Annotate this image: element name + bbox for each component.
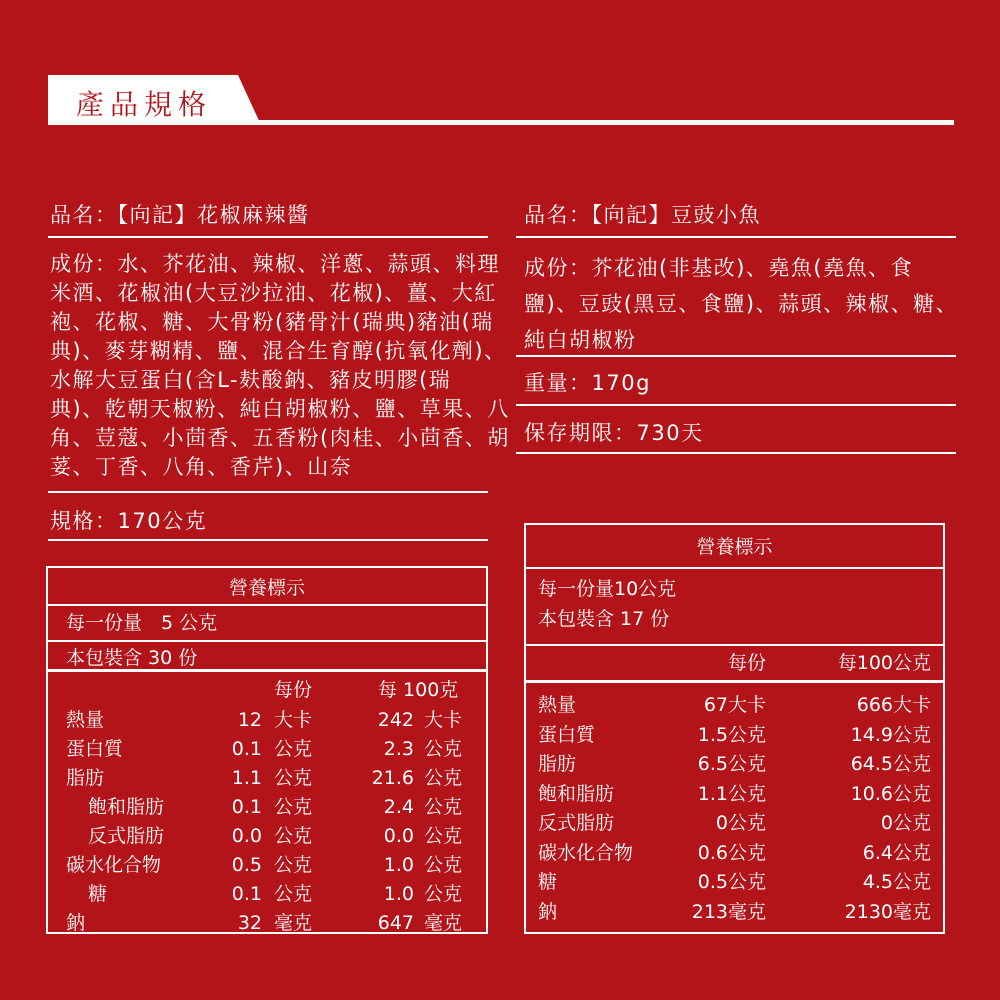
- right-nutrition-title: 營養標示: [696, 536, 773, 558]
- nutrient-name: 糖: [538, 871, 558, 893]
- per-serving-value: 1.5公克: [697, 723, 766, 746]
- left-ingredients-line: 成份：水、芥花油、辣椒、洋蔥、蒜頭、料理: [50, 252, 500, 276]
- per-serving-value: 0.1: [231, 738, 262, 760]
- per-100-unit: 公克: [424, 738, 463, 760]
- nutrient-name: 糖: [88, 883, 108, 905]
- per-serving-unit: 公克: [274, 883, 313, 905]
- left-ingredients-line: 角、荳蔻、小茴香、五香粉(肉桂、小茴香、胡: [50, 426, 510, 450]
- left-ingredients-line: 水解大豆蛋白(含L-麸酸鈉、豬皮明膠(瑞: [50, 368, 452, 392]
- left-spec: 規格：170公克: [50, 509, 208, 533]
- per-100-value: 2130毫克: [844, 900, 931, 923]
- per-100-value: 2.4: [383, 796, 414, 818]
- right-nutrition-rule: [526, 567, 943, 569]
- per-serving-value: 0.1: [231, 796, 262, 818]
- per-100-value: 647: [377, 912, 414, 934]
- nutrient-name: 熱量: [66, 709, 105, 731]
- per-100-value: 0.0: [383, 825, 414, 847]
- left-nutrition-title: 營養標示: [228, 577, 305, 599]
- nutrient-name: 蛋白質: [66, 738, 124, 760]
- nutrient-name: 鈉: [66, 912, 86, 934]
- left-col-per-serving: 每份: [274, 679, 313, 701]
- per-serving-value: 32: [237, 912, 262, 934]
- nutrient-name: 飽和脂肪: [88, 796, 165, 818]
- left-serving-size: 每一份量 5 公克: [66, 612, 218, 634]
- right-ingredients: [524, 250, 958, 358]
- per-serving-value: 1.1: [231, 767, 262, 789]
- per-100-value: 1.0: [383, 854, 414, 876]
- nutrient-name: 飽和脂肪: [538, 782, 615, 805]
- page-title: 產品規格: [76, 88, 213, 121]
- per-100-value: 21.6: [371, 767, 414, 789]
- per-serving-value: 1.1公克: [697, 782, 766, 805]
- right-divider-2: [516, 355, 956, 357]
- right-ingredients-line: 鹽)、豆豉(黑豆、食鹽)、蒜頭、辣椒、糖、: [524, 292, 959, 316]
- per-serving-value: 0公克: [715, 812, 766, 834]
- right-nutrition-rule-thick: [526, 680, 943, 683]
- per-serving-value: 0.5公克: [697, 871, 766, 893]
- left-divider-2: [48, 491, 488, 493]
- per-serving-value: 12: [237, 709, 262, 731]
- per-100-value: 1.0: [383, 883, 414, 905]
- right-divider-3: [516, 404, 956, 406]
- per-100-value: 4.5公克: [862, 871, 931, 893]
- left-ingredients-line: 米酒、花椒油(大豆沙拉油、花椒)、薑、大紅: [50, 281, 497, 305]
- per-100-value: 14.9公克: [850, 723, 931, 746]
- right-weight: 重量：170g: [524, 371, 651, 395]
- right-col-per-serving: 每份: [727, 652, 766, 674]
- per-serving-unit: 公克: [274, 767, 313, 789]
- right-servings-per-pack: 本包裝含 17 份: [538, 608, 670, 630]
- nutrient-name: 碳水化合物: [538, 841, 634, 864]
- per-100-value: 666大卡: [856, 694, 931, 716]
- per-100-unit: 公克: [424, 883, 463, 905]
- left-col-per-100: 每 100克: [378, 679, 459, 701]
- left-product-name: 品名：【向記】花椒麻辣醬: [50, 203, 310, 227]
- right-ingredients-line: 成份：芥花油(非基改)、堯魚(堯魚、食: [524, 256, 914, 280]
- right-shelf-life: 保存期限：730天: [524, 421, 704, 445]
- per-serving-unit: 公克: [274, 854, 313, 876]
- nutrient-name: 脂肪: [66, 767, 105, 789]
- left-servings-per-pack: 本包裝含 30 份: [66, 647, 198, 669]
- left-nutrition-rule: [48, 604, 486, 606]
- right-serving-size: 每一份量10公克: [538, 578, 677, 600]
- per-serving-unit: 公克: [274, 825, 313, 847]
- per-100-unit: 公克: [424, 796, 463, 818]
- left-nutrition-rule: [48, 640, 486, 642]
- right-col-per-100: 每100公克: [837, 652, 931, 674]
- left-ingredients-line: 袍、花椒、糖、大骨粉(豬骨汁(瑞典)豬油(瑞: [50, 310, 494, 334]
- per-100-unit: 毫克: [424, 912, 463, 934]
- per-100-value: 6.4公克: [862, 841, 931, 864]
- per-serving-value: 0.0: [231, 825, 262, 847]
- left-ingredients-line: 典)、麥芽糊精、鹽、混合生育醇(抗氧化劑)、: [50, 339, 507, 363]
- left-nutrition-table: [46, 566, 488, 934]
- left-divider-1: [48, 236, 488, 238]
- right-divider-4: [516, 452, 956, 454]
- nutrient-name: 反式脂肪: [88, 825, 165, 847]
- right-divider-1: [516, 236, 956, 238]
- nutrient-name: 熱量: [538, 694, 577, 716]
- nutrient-name: 鈉: [538, 900, 558, 923]
- per-serving-value: 67大卡: [703, 694, 766, 716]
- per-serving-value: 6.5公克: [697, 753, 766, 775]
- per-serving-value: 0.5: [231, 854, 262, 876]
- left-ingredients: [50, 250, 510, 482]
- per-100-unit: 公克: [424, 825, 463, 847]
- per-100-value: 64.5公克: [850, 753, 931, 775]
- per-serving-unit: 公克: [274, 738, 313, 760]
- per-serving-unit: 大卡: [274, 709, 313, 731]
- per-serving-unit: 公克: [274, 796, 313, 818]
- right-nutrition-rule: [526, 644, 943, 646]
- left-divider-3: [48, 539, 488, 541]
- nutrient-name: 反式脂肪: [538, 812, 615, 834]
- per-100-value: 10.6公克: [850, 782, 931, 805]
- left-ingredients-line: 荽、丁香、八角、香芹)、山奈: [50, 455, 353, 479]
- right-nutrition-table: [524, 523, 945, 934]
- per-100-value: 0公克: [880, 812, 931, 834]
- per-serving-value: 0.1: [231, 883, 262, 905]
- left-nutrition-rule-thick: [48, 669, 486, 672]
- per-100-unit: 公克: [424, 854, 463, 876]
- per-serving-value: 213毫克: [691, 900, 766, 923]
- per-serving-unit: 毫克: [274, 912, 313, 934]
- left-ingredients-line: 典)、乾朝天椒粉、純白胡椒粉、鹽、草果、八: [50, 397, 510, 421]
- per-100-unit: 大卡: [424, 709, 463, 731]
- per-100-value: 242: [377, 709, 414, 731]
- right-ingredients-line: 純白胡椒粉: [524, 328, 637, 352]
- nutrient-name: 脂肪: [538, 753, 577, 775]
- nutrient-name: 蛋白質: [538, 723, 596, 746]
- right-product-name: 品名：【向記】豆豉小魚: [524, 203, 761, 227]
- per-serving-value: 0.6公克: [697, 841, 766, 864]
- per-100-value: 2.3: [383, 738, 414, 760]
- per-100-unit: 公克: [424, 767, 463, 789]
- nutrient-name: 碳水化合物: [66, 854, 162, 876]
